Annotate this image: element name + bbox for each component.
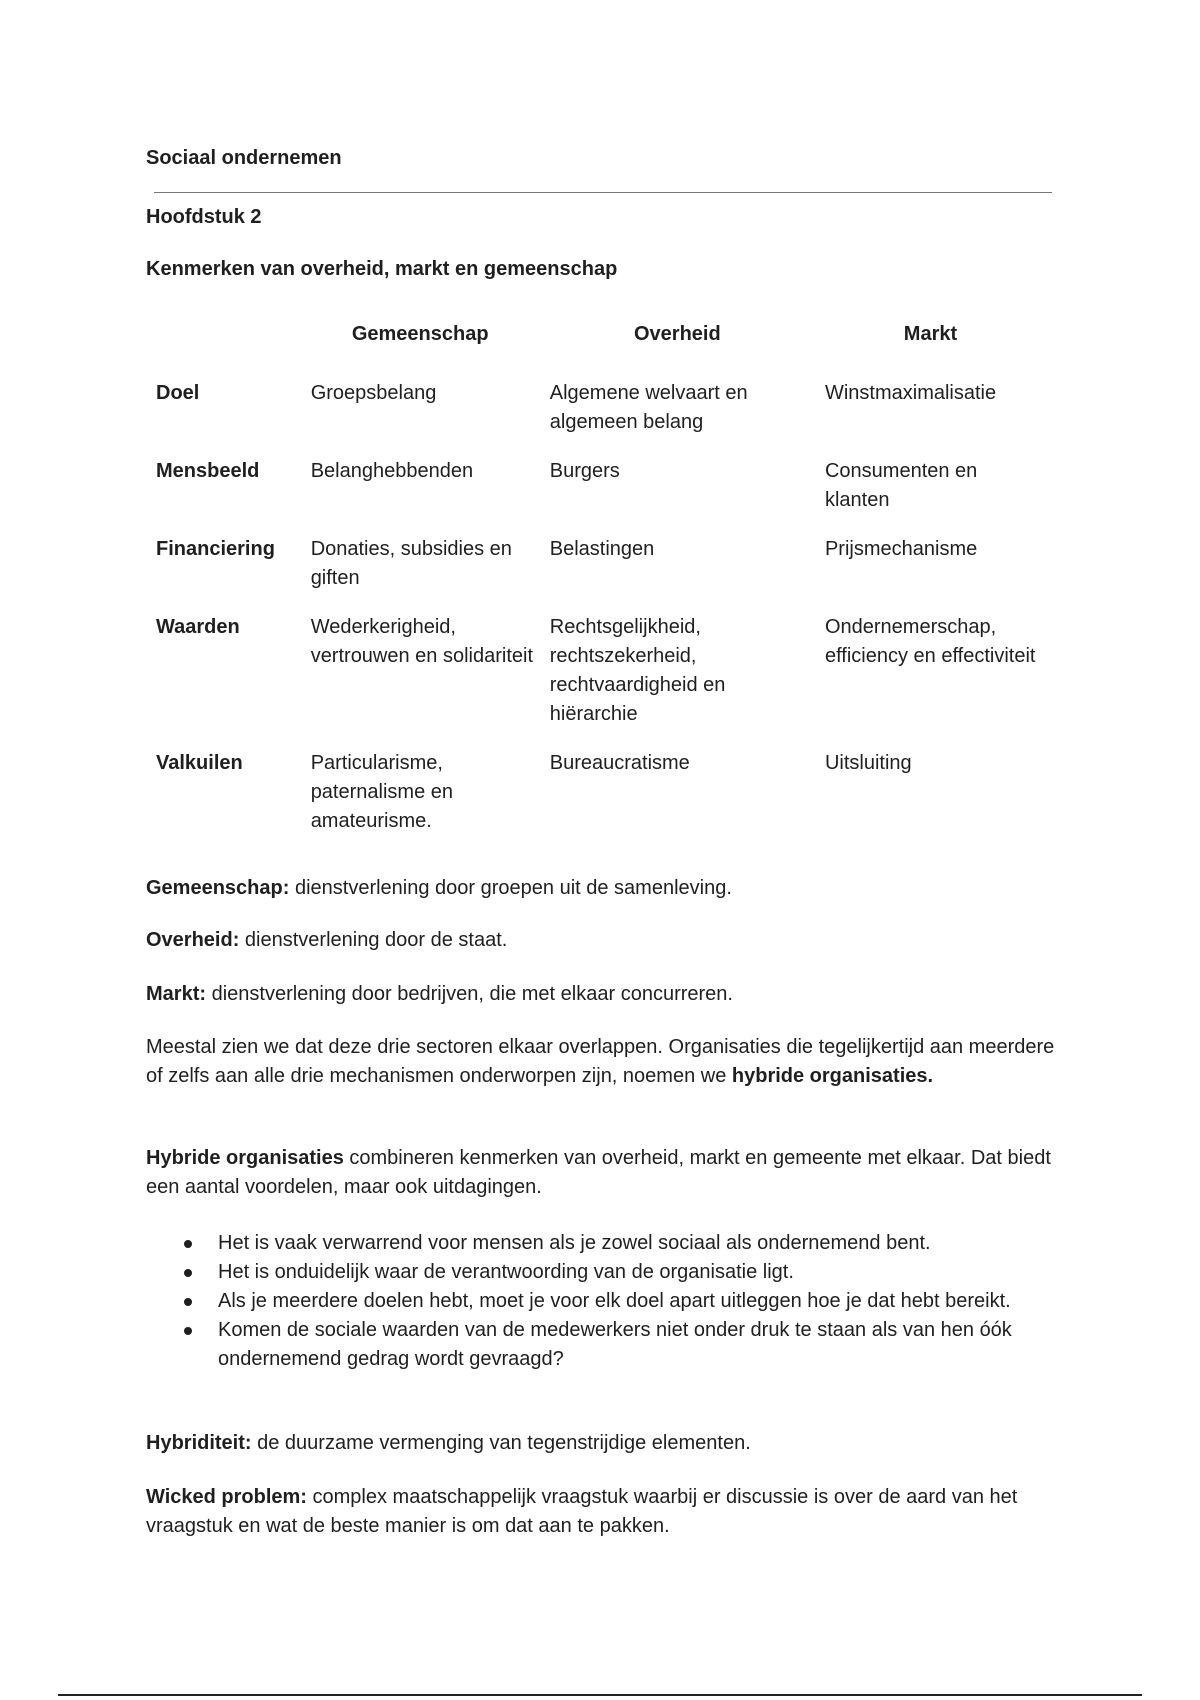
definition-wicked-problem [146,1483,1056,1541]
table-row [146,599,1046,735]
list-item [146,1229,1056,1258]
paragraph-text: combineren kenmerken van overheid, markt en gemeente met elkaar. Dat biedt een aantal voordelen, maar ook uitdagingen. [146,1147,1051,1198]
list-item [146,1258,1056,1287]
table-cell: Algemene welvaart en algemeen belang [549,382,748,433]
paragraph-sectoren [146,1033,1056,1091]
title-divider [154,192,1052,193]
table-cell: Winstmaximalisatie [824,382,997,404]
table-cell: Bureaucratisme [549,752,690,774]
bullet-icon [184,1269,192,1277]
paragraph-emphasis: Hybride organisaties [146,1147,344,1169]
definition-text: dienstverlening door groepen uit de samenleving. [289,877,732,899]
table-cell: Uitsluiting [824,752,912,774]
bullet-icon [184,1298,192,1306]
table-header-markt: Markt [903,323,958,345]
challenges-list [146,1229,1056,1374]
paragraph-hybride [146,1144,1056,1202]
table-row [146,365,1046,443]
definition-text: complex maatschappelijk vraagstuk waarbij er discussie is over de aard van het vraagstuk en wat de beste manier is om dat aan te pakken. [146,1486,1018,1537]
table-header-row [146,312,1046,365]
definition-hybriditeit [146,1429,1056,1458]
row-label: Mensbeeld [156,460,260,482]
table-header-gemeenschap: Gemeenschap [351,323,489,345]
list-item [146,1316,1056,1374]
table-header-empty [146,312,301,365]
list-item-text: Het is onduidelijk waar de verantwoording van de organisatie ligt. [218,1261,794,1283]
list-item [146,1287,1056,1316]
definition-gemeenschap [146,874,1056,903]
table-cell: Rechtsgelijkheid, rechtszekerheid, rechtvaardigheid en hiërarchie [549,616,726,725]
table-row [146,521,1046,599]
row-label: Waarden [156,616,240,638]
definition-term: Gemeenschap: [146,877,290,899]
table-cell: Consumenten en klanten [824,460,978,511]
comparison-table [146,312,1046,842]
definition-markt [146,980,1056,1009]
paragraph-text: Meestal zien we dat deze drie sectoren elkaar overlappen. Organisaties die tegelijkertijd aan meerdere of zelfs aan alle drie mechanismen onderworpen zijn, noemen we [146,1036,1055,1087]
table-cell: Particularisme, paternalisme en amateurisme. [310,752,453,832]
table-cell: Burgers [549,460,620,482]
document-title: Sociaal ondernemen [146,147,342,169]
table-cell: Prijsmechanisme [824,538,978,560]
table-cell: Wederkerigheid, vertrouwen en solidariteit [310,616,534,667]
list-item-text: Komen de sociale waarden van de medewerkers niet onder druk te staan als van hen óók ondernemend gedrag wordt gevraagd? [218,1319,1012,1370]
row-label: Doel [156,382,200,404]
section-heading: Kenmerken van overheid, markt en gemeenschap [146,258,618,280]
definition-term: Hybriditeit: [146,1432,252,1454]
table-cell: Donaties, subsidies en giften [310,538,512,589]
row-label: Valkuilen [156,752,243,774]
definition-term: Wicked problem: [146,1486,307,1508]
definition-term: Markt: [146,983,207,1005]
definition-term: Overheid: [146,929,240,951]
list-item-text: Het is vaak verwarrend voor mensen als je zowel sociaal als ondernemend bent. [218,1232,931,1254]
bullet-icon [184,1240,192,1248]
table-row [146,735,1046,842]
table-header-overheid: Overheid [634,323,721,345]
table-cell: Belastingen [549,538,655,560]
table-cell: Belanghebbenden [310,460,474,482]
paragraph-emphasis: hybride organisaties. [731,1065,934,1087]
definition-text: dienstverlening door de staat. [239,929,508,951]
definition-overheid [146,926,1056,955]
chapter-heading: Hoofdstuk 2 [146,206,262,228]
bullet-icon [184,1327,192,1335]
definition-text: dienstverlening door bedrijven, die met elkaar concurreren. [206,983,733,1005]
table-cell: Ondernemerschap, efficiency en effectiviteit [824,616,1036,667]
row-label: Financiering [156,538,275,560]
list-item-text: Als je meerdere doelen hebt, moet je voor elk doel apart uitleggen hoe je dat hebt bereikt. [218,1290,1011,1312]
table-cell: Groepsbelang [310,382,437,404]
definition-text: de duurzame vermenging van tegenstrijdige elementen. [251,1432,751,1454]
table-row [146,443,1046,521]
page-footer-divider [58,1694,1142,1696]
